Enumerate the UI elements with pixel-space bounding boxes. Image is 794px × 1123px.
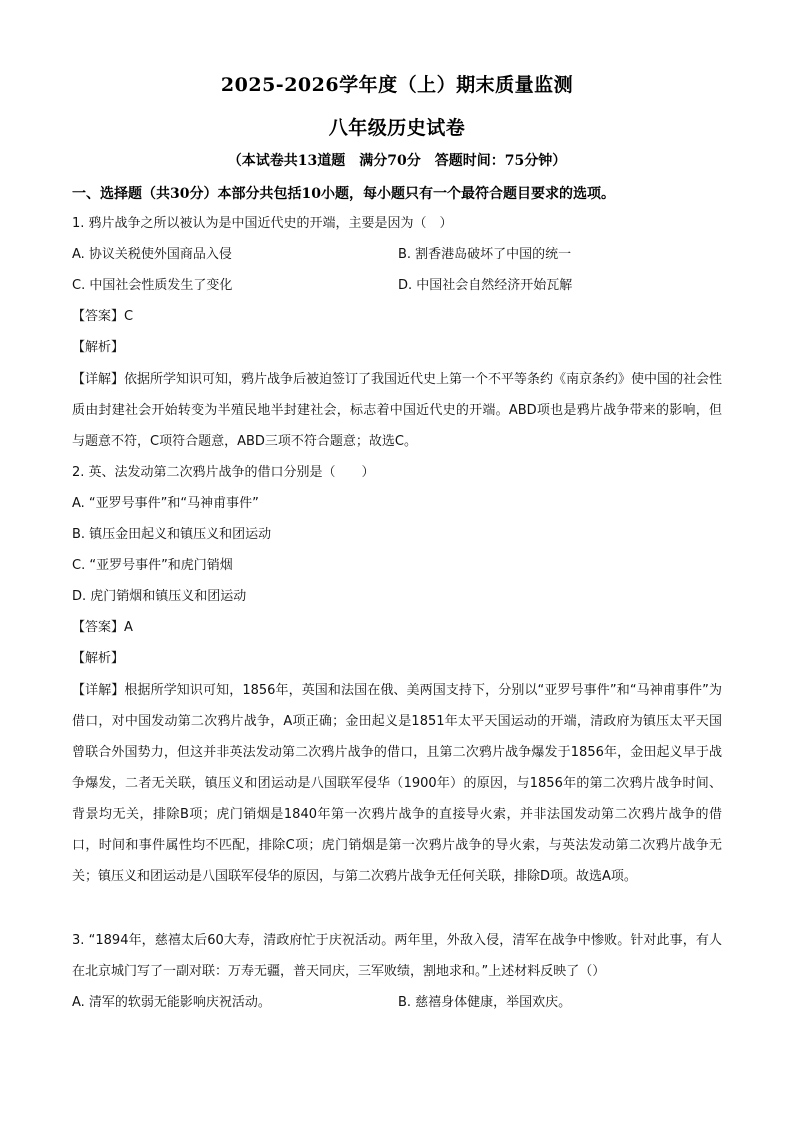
question-1-stem: 1. 鸦片战争之所以被认为是中国近代史的开端，主要是因为（ ） bbox=[72, 216, 453, 231]
question-2-answer: 【答案】A bbox=[72, 620, 133, 635]
exam-title: 2025-2026学年度（上）期末质量监测 bbox=[220, 74, 574, 96]
exam-info: （本试卷共13道题 满分70分 答题时间：75分钟） bbox=[227, 153, 567, 169]
question-1-answer: 【答案】C bbox=[72, 309, 134, 324]
question-3-option-a: A. 清军的软弱无能影响庆祝活动。 bbox=[72, 995, 271, 1010]
question-2-option-c: C. “亚罗号事件”和虎门销烟 bbox=[72, 558, 233, 573]
question-2-option-b: B. 镇压金田起义和镇压义和团运动 bbox=[72, 527, 272, 542]
question-1-option-a: A. 协议关税使外国商品入侵 bbox=[72, 247, 232, 262]
question-1-option-c: C. 中国社会性质发生了变化 bbox=[72, 278, 233, 293]
question-1-option-d: D. 中国社会自然经济开始瓦解 bbox=[398, 278, 573, 293]
question-3-stem: 3. “1894年，慈禧太后60大寿，清政府忙于庆祝活动。两年里，外敌入侵，清军在战争中惨败。针对此事，有人在北京城门写了一副对联：万寿无疆，普天同庆，三军败绩，割地求和。”上述材料反映了（） bbox=[72, 933, 722, 979]
question-1-detail: 【详解】依据所学知识可知，鸦片战争后被迫签订了我国近代史上第一个不平等条约《南京条约》使中国的社会性质由封建社会开始转变为半殖民地半封建社会，标志着中国近代史的开端。ABD项也是鸦片战争带来的影响，但与题意不符，C项符合题意，ABD三项不符合题意；故选C。 bbox=[72, 372, 723, 449]
question-2-detail: 【详解】根据所学知识可知，1856年，英国和法国在俄、美两国支持下，分别以“亚罗号事件”和“马神甫事件”为借口，对中国发动第二次鸦片战争，A项正确；金田起义是1851年太平天国运动的开端，清政府为镇压太平天国曾联合外国势力，但这并非英法发动第二次鸦片战争的借口，且第二次鸦片战争爆发于1856年，金田起义早于战争爆发，二者无关联，镇压义和团运动是八国联军侵华（1900年）的原因，与1856年的第二次鸦片战争时间、背景均无关，排除B项；虎门销烟是1840年第一次鸦片战争的直接导火索，并非法国发动第二次鸦片战争的借口，时间和事件属性均不匹配，排除C项；虎门销烟是第一次鸦片战争的导火索，与英法发动第二次鸦片战争无关；镇压义和团运动是八国联军侵华的原因，与第二次鸦片战争无任何关联，排除D项。故选A项。 bbox=[72, 683, 722, 884]
question-3-option-b: B. 慈禧身体健康，举国欢庆。 bbox=[398, 995, 572, 1010]
question-1-option-b: B. 割香港岛破坏了中国的统一 bbox=[398, 247, 572, 262]
exam-subject-title: 八年级历史试卷 bbox=[328, 117, 466, 139]
question-1-analysis-label: 【解析】 bbox=[72, 340, 125, 355]
question-2-analysis-label: 【解析】 bbox=[72, 651, 125, 666]
question-2-stem: 2. 英、法发动第二次鸦片战争的借口分别是（ ） bbox=[72, 465, 375, 480]
question-2-option-a: A. “亚罗号事件”和“马神甫事件” bbox=[72, 496, 259, 511]
question-2-option-d: D. 虎门销烟和镇压义和团运动 bbox=[72, 589, 247, 604]
section-heading: 一、选择题（共30分）本部分共包括10小题，每小题只有一个最符合题目要求的选项。 bbox=[72, 186, 615, 202]
